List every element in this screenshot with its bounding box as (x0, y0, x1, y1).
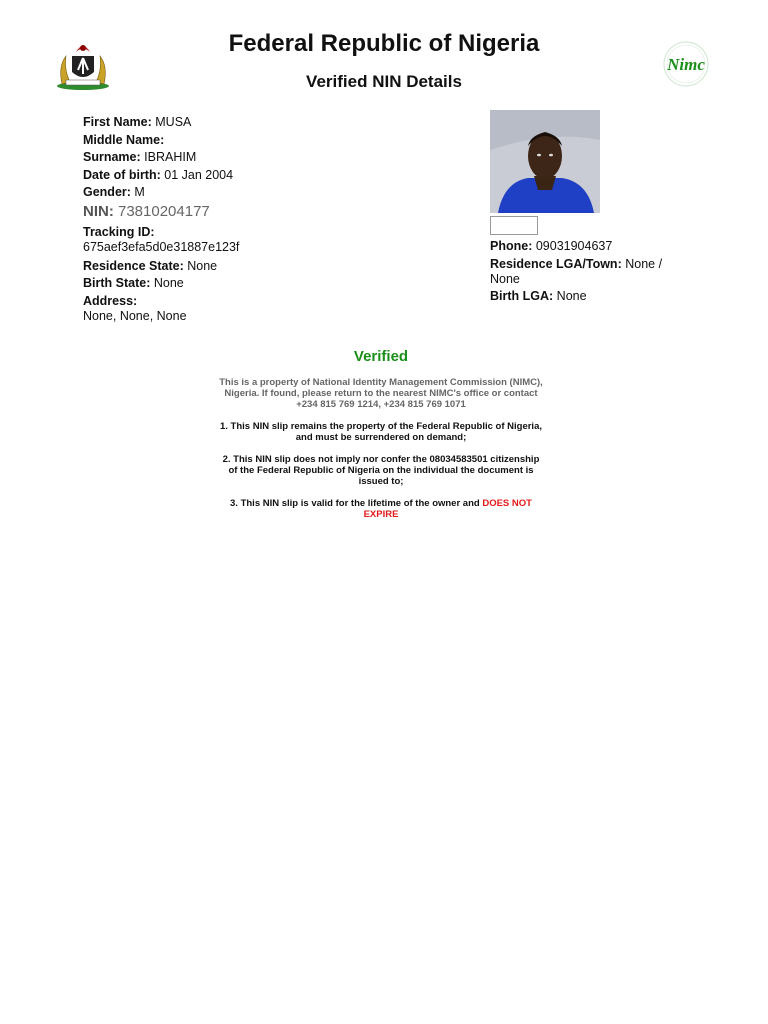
note-1 (205, 421, 557, 443)
nimc-seal-icon (654, 40, 718, 88)
personal-details (83, 115, 413, 326)
note-2-line: of the Federal Republic of Nigeria on the individual the document is (228, 465, 534, 476)
page-subtitle: Verified NIN Details (306, 72, 462, 91)
residence-state-value: None (187, 258, 218, 273)
nin-row (83, 203, 413, 221)
middle-name-label: Middle Name: (83, 132, 165, 147)
note-2-line: 2. This NIN slip does not imply nor confer the 08034583501 citizenship (222, 454, 540, 465)
nimc-logo-text: Nimc (667, 55, 705, 74)
tracking-id-row (83, 225, 413, 255)
residence-lga-row (490, 257, 680, 287)
nimc-logo (654, 40, 718, 88)
property-line: This is a property of National Identity Management Commission (NIMC), (219, 377, 543, 388)
expire-text: EXPIRE (363, 509, 399, 520)
birth-lga-value: None (556, 289, 587, 303)
surname-row (83, 150, 413, 165)
phone-label: Phone: (490, 239, 533, 253)
verified-status: Verified (353, 348, 409, 365)
residence-lga-label: Residence LGA (490, 256, 583, 271)
nin-label: NIN: (83, 202, 114, 220)
dob-label: Date of birth: (83, 167, 161, 182)
residence-lga-label-town: /Town: (582, 256, 622, 271)
gender-label: Gender: (83, 185, 131, 199)
tracking-id-value: 675aef3efa5d0e31887e123f (83, 239, 240, 254)
surname-label: Surname: (83, 150, 141, 164)
surname-value: IBRAHIM (144, 150, 197, 164)
birth-state-value: None (153, 276, 184, 290)
note-2-line: issued to; (358, 476, 404, 487)
property-line: +234 815 769 1214, +234 815 769 1071 (296, 399, 466, 410)
note-3 (205, 498, 557, 520)
photo-caption-box (490, 216, 538, 235)
slip-notes (205, 377, 557, 531)
property-notice (205, 377, 557, 410)
residence-lga-value: None / None (490, 256, 663, 286)
phone-value: 09031904637 (535, 239, 613, 253)
tracking-id-label: Tracking ID: (83, 224, 155, 239)
gender-row (83, 185, 413, 200)
note-2 (205, 454, 557, 487)
dob-value: 01 Jan 2004 (164, 167, 234, 182)
property-line: Nigeria. If found, please return to the nearest NIMC's office or contact (224, 388, 538, 399)
phone-row (490, 239, 680, 254)
photo-and-contact (490, 110, 680, 307)
address-value: None, None, None (83, 308, 187, 323)
page-title: Federal Republic of Nigeria (228, 30, 540, 57)
first-name-label: First Name: (83, 115, 152, 129)
does-not-text: DOES NOT (482, 498, 532, 509)
address-label: Address: (83, 293, 138, 308)
dob-row (83, 168, 413, 183)
note-3-text: 3. This NIN slip is valid for the lifetime of the owner and (230, 498, 483, 509)
note-1-line: and must be surrendered on demand; (295, 432, 467, 443)
birth-lga-row (490, 289, 680, 304)
birth-lga-label: Birth LGA: (490, 289, 554, 303)
note-1-line: 1. This NIN slip remains the property of the Federal Republic of Nigeria, (219, 421, 542, 432)
first-name-row (83, 115, 413, 130)
birth-state-row (83, 276, 413, 291)
address-row (83, 294, 413, 324)
birth-state-label: Birth State: (83, 276, 151, 290)
nin-value: 73810204177 (118, 202, 210, 220)
residence-state-row (83, 259, 413, 274)
first-name-value: MUSA (155, 115, 192, 129)
passport-photo (490, 110, 600, 213)
residence-state-label: Residence State: (83, 258, 184, 273)
gender-value: M (134, 185, 145, 199)
middle-name-row (83, 133, 413, 148)
